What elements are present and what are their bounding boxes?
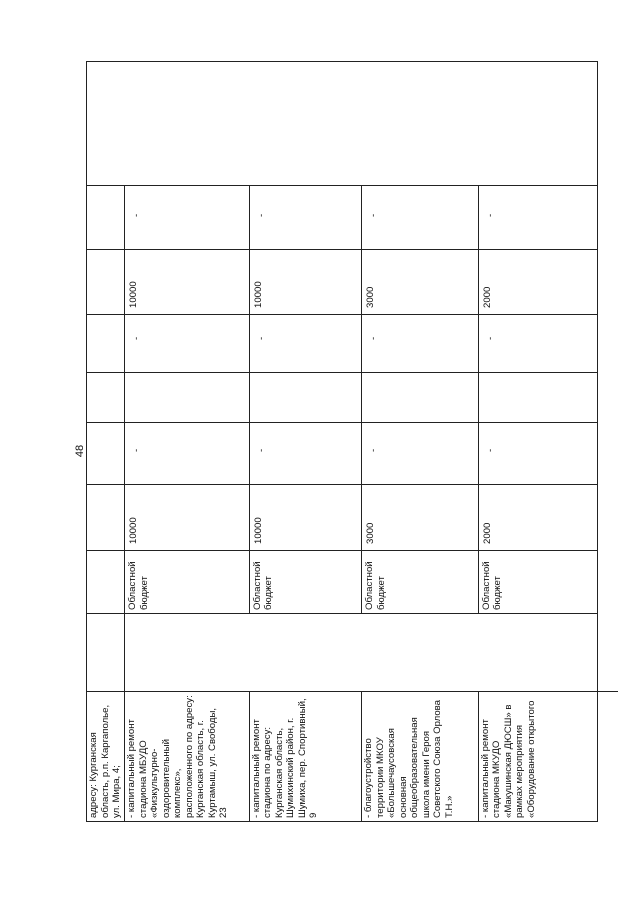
table-cell-value	[125, 250, 250, 315]
budget-table	[86, 62, 598, 822]
table-cell-empty	[87, 373, 125, 423]
cell-total-text: 2000	[481, 522, 493, 544]
cell-total-text: 10000	[252, 517, 264, 544]
table-cell-value	[249, 186, 361, 250]
table-cell-value	[125, 423, 250, 485]
table-cell-total	[362, 485, 478, 551]
cell-value-text: -	[368, 336, 380, 340]
cell-description-text: - капитальный ремонт стадиона МКУДО «Макушинская ДЮСШ» в рамках мероприятия «Оборудование открытого	[479, 700, 537, 818]
table-cell-value	[478, 373, 597, 423]
table-cell-value	[478, 250, 597, 315]
cell-value-text: 10000	[128, 281, 140, 308]
table-cell-value	[125, 315, 250, 373]
cell-value-text: -	[131, 213, 143, 217]
cell-total-text: 10000	[128, 517, 140, 544]
table-row	[87, 62, 125, 822]
table-cell-value	[362, 250, 478, 315]
cell-value-text: -	[131, 336, 143, 340]
table-cell-value	[478, 186, 597, 250]
table-cell-source	[478, 551, 597, 614]
page-number: 48	[74, 444, 86, 458]
column-ruler-line	[598, 691, 618, 692]
cell-value-text: -	[484, 213, 496, 217]
table-cell-empty	[87, 186, 125, 250]
cell-description-text: адресу: Курганская область, р.п. Каргаполье, ул. Мира, 4;	[88, 704, 122, 818]
cell-value-text: -	[484, 448, 496, 452]
table-cell-total	[249, 485, 361, 551]
cell-source-text: Областной бюджет	[251, 561, 275, 610]
table-cell-description	[478, 692, 597, 822]
table-cell-empty	[87, 551, 125, 614]
table-cell-empty	[125, 614, 598, 692]
table-cell-value	[249, 250, 361, 315]
budget-table-grid	[86, 61, 598, 822]
table-cell-value	[249, 423, 361, 485]
cell-value-text: -	[255, 448, 267, 452]
cell-source-text: Областной бюджет	[127, 561, 150, 610]
table-cell-value	[362, 186, 478, 250]
table-cell-value	[362, 315, 478, 373]
cell-description-text: - капитальный ремонт стадиона МБУДО «Физкультурно-оздоровительный комплекс», расположенного по адресу: Курганская область, г. Куртамыш, ул. Свободы, 23	[126, 695, 230, 818]
table-cell-empty	[87, 485, 125, 551]
cell-source-text: Областной бюджет	[480, 561, 504, 610]
table-cell-empty	[87, 423, 125, 485]
cell-value-text: 10000	[252, 281, 264, 308]
table-cell-description	[87, 692, 125, 822]
cell-value-text: -	[484, 336, 496, 340]
cell-source-text: Областной бюджет	[364, 561, 387, 610]
cell-value-text: 2000	[481, 286, 493, 308]
cell-value-text: -	[368, 448, 380, 452]
table-cell-value	[249, 315, 361, 373]
cell-description-text: - благоустройство территории МКОУ «Большечаусовская основная общеобразовательная школа имени Героя Советского Союза Орлова Т.Н.»	[363, 700, 455, 818]
table-cell-value	[478, 315, 597, 373]
table-cell-empty	[87, 315, 125, 373]
table-cell-empty	[87, 614, 125, 692]
cell-value-text: 3000	[365, 286, 377, 308]
table-cell-value	[478, 423, 597, 485]
table-cell-value	[362, 423, 478, 485]
table-cell-value	[362, 373, 478, 423]
cell-value-text: -	[255, 213, 267, 217]
cell-total-text: 3000	[365, 522, 377, 544]
cell-value-text: -	[255, 336, 267, 340]
table-cell-source	[125, 551, 250, 614]
cell-description-text: - капитальный ремонт стадиона по адресу: Курганская область, Шумихинский район, г. Шумиха, пер. Спортивный, 9	[250, 698, 320, 818]
table-cell-empty	[87, 62, 598, 186]
cell-value-text: -	[131, 448, 143, 452]
table-cell-source	[249, 551, 361, 614]
table-cell-total	[125, 485, 250, 551]
table-cell-source	[362, 551, 478, 614]
table-cell-value	[125, 186, 250, 250]
table-cell-description	[249, 692, 361, 822]
cell-value-text: -	[368, 213, 380, 217]
table-cell-description	[125, 692, 250, 822]
table-cell-empty	[87, 250, 125, 315]
table-cell-value	[249, 373, 361, 423]
table-cell-total	[478, 485, 597, 551]
table-cell-value	[125, 373, 250, 423]
table-cell-description	[362, 692, 478, 822]
